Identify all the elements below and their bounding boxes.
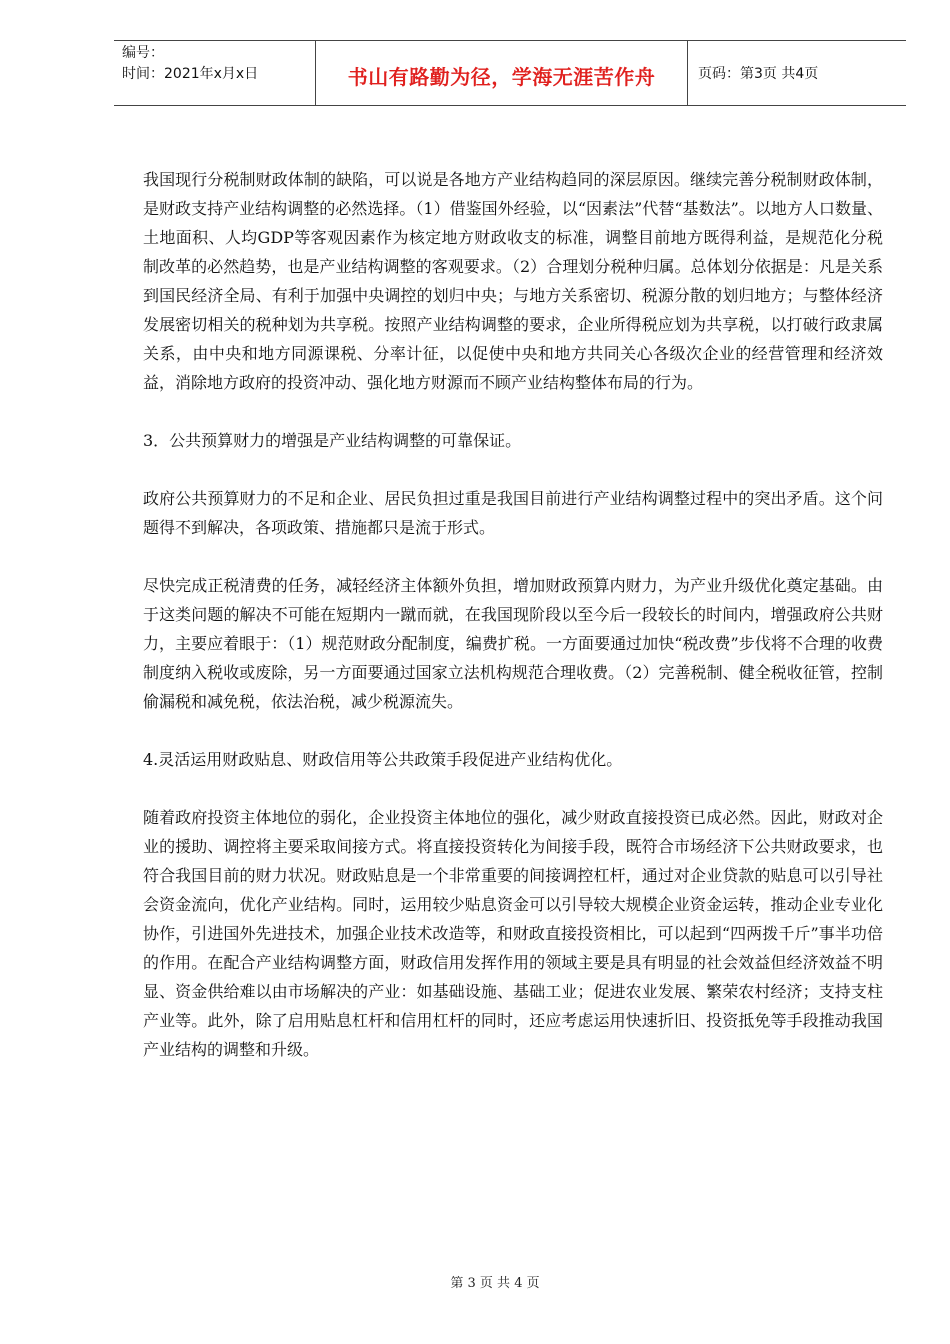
section-heading: 4.灵活运用财政贴息、财政信用等公共政策手段促进产业结构优化。 bbox=[143, 750, 623, 769]
header-meta bbox=[114, 41, 316, 105]
paragraph: 随着政府投资主体地位的弱化，企业投资主体地位的强化，减少财政直接投资已成必然。因此，财政对企业的援助、调控将主要采取间接方式。将直接投资转化为间接手段，既符合市场经济下公共财政要求，也符合我国目前的财力状况。财政贴息是一个非常重要的间接调控杠杆，通过对企业贷款的贴息可以引导社会资金流向，优化产业结构。同时，运用较少贴息资金可以引导较大规模企业资金运转，推动企业专业化协作，引进国外先进技术，加强企业技术改造等，和财政直接投资相比，可以起到“四两拨千斤”事半功倍的作用。在配合产业结构调整方面，财政信用发挥作用的领域主要是具有明显的社会效益但经济效益不明显、资金供给难以由市场解决的产业：如基础设施、基础工业；促进农业发展、繁荣农村经济；支持支柱产业等。此外，除了启用贴息杠杆和信用杠杆的同时，还应考虑运用快速折旧、投资抵免等手段推动我国产业结构的调整和升级。 bbox=[143, 808, 883, 1059]
page-footer: 第 3 页 共 4 页 bbox=[450, 1276, 540, 1291]
document-number: 编号： bbox=[122, 45, 164, 61]
document-time: 时间：2021年x月x日 bbox=[122, 66, 259, 82]
header-motto: 书山有路勤为径，学海无涯苦作舟 bbox=[316, 41, 688, 105]
paragraph: 尽快完成正税清费的任务，减轻经济主体额外负担，增加财政预算内财力，为产业升级优化奠定基础。由于这类问题的解决不可能在短期内一蹴而就，在我国现阶段以至今后一段较长的时间内，增强政府公共财力，主要应着眼于：（1）规范财政分配制度，编费扩税。一方面要通过加快“税改费”步伐将不合理的收费制度纳入税收或废除，另一方面要通过国家立法机构规范合理收费。（2）完善税制、健全税收征管，控制偷漏税和减免税，依法治税，减少税源流失。 bbox=[143, 576, 883, 711]
section-heading: 3．公共预算财力的增强是产业结构调整的可靠保证。 bbox=[143, 431, 522, 450]
header-page-info: 页码：第3页 共4页 bbox=[698, 66, 819, 82]
paragraph: 我国现行分税制财政体制的缺陷，可以说是各地方产业结构趋同的深层原因。继续完善分税制财政体制，是财政支持产业结构调整的必然选择。（1）借鉴国外经验，以“因素法”代替“基数法”。以地方人口数量、土地面积、人均GDP等客观因素作为核定地方财政收支的标准，调整目前地方既得利益，是规范化分税制改革的必然趋势，也是产业结构调整的客观要求。（2）合理划分税种归属。总体划分依据是：凡是关系到国民经济全局、有利于加强中央调控的划归中央；与地方关系密切、税源分散的划归地方；与整体经济发展密切相关的税种划为共享税。按照产业结构调整的要求，企业所得税应划为共享税，以打破行政隶属关系，由中央和地方同源课税、分率计征，以促使中央和地方共同关心各级次企业的经营管理和经济效益，消除地方政府的投资冲动、强化地方财源而不顾产业结构整体布局的行为。 bbox=[143, 170, 883, 392]
paragraph: 政府公共预算财力的不足和企业、居民负担过重是我国目前进行产业结构调整过程中的突出矛盾。这个问题得不到解决，各项政策、措施都只是流于形式。 bbox=[143, 489, 883, 537]
document-body bbox=[143, 165, 883, 1093]
page-header bbox=[114, 40, 906, 106]
